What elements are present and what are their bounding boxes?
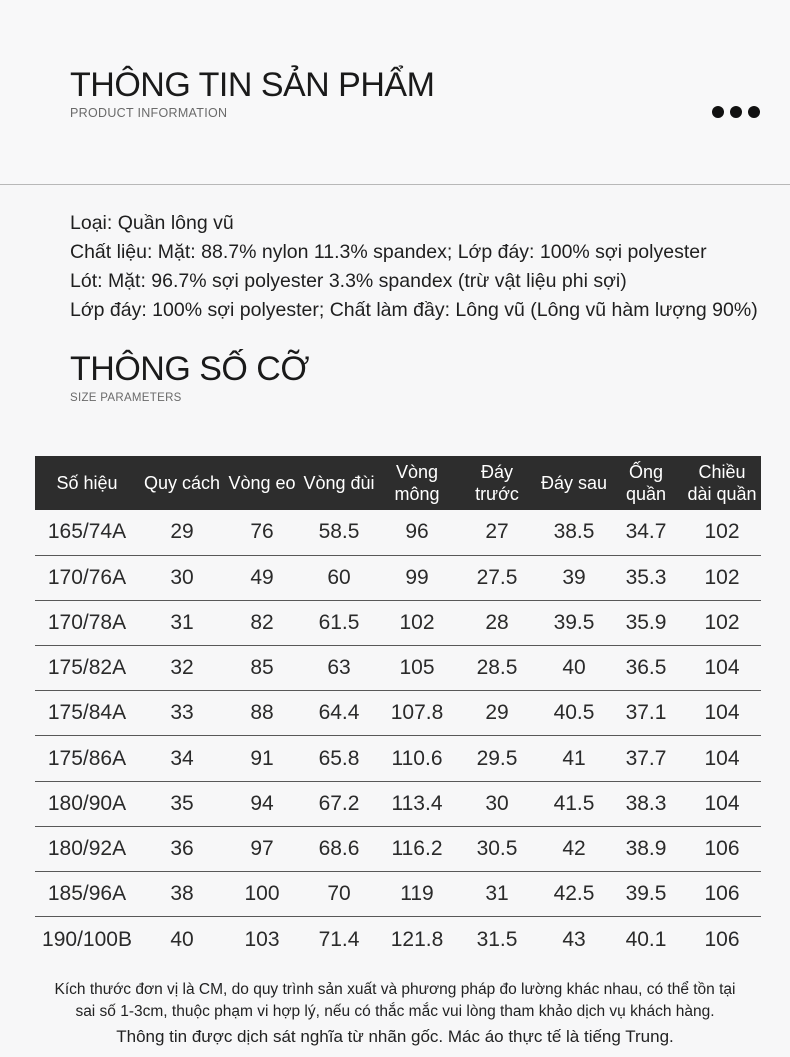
table-cell: 103	[244, 927, 280, 951]
size-table-header	[35, 456, 761, 510]
table-cell: 41.5	[553, 791, 595, 815]
info-line-lining: Lót: Mặt: 96.7% sợi polyester 3.3% spandex (trừ vật liệu phi sợi)	[70, 270, 627, 292]
table-cell: 116.2	[391, 836, 443, 860]
table-cell: 175/82A	[47, 656, 127, 680]
table-row	[35, 555, 761, 600]
table-cell: 43	[562, 927, 586, 951]
table-cell: 96	[405, 520, 429, 544]
table-cell: 40.5	[553, 701, 595, 725]
table-cell: 70	[327, 882, 351, 906]
table-cell: 82	[250, 610, 274, 634]
table-cell: 39.5	[625, 882, 667, 906]
table-row	[35, 736, 761, 781]
column-header-line: trước	[475, 484, 519, 504]
table-cell: 33	[170, 701, 194, 725]
column-header	[35, 456, 139, 510]
info-line-filling: Lớp đáy: 100% sợi polyester; Chất làm đầy: Lông vũ (Lông vũ hàm lượng 90%)	[70, 299, 758, 321]
table-cell: 61.5	[318, 610, 360, 634]
table-cell: 190/100B	[42, 927, 132, 951]
table-cell: 105	[399, 656, 435, 680]
table-cell: 34	[170, 746, 194, 770]
table-cell: 104	[704, 656, 740, 680]
measurement-note	[20, 979, 770, 1023]
table-cell: 91	[250, 746, 274, 770]
column-header	[139, 456, 225, 510]
table-cell: 38.9	[625, 836, 667, 860]
table-cell: 31	[485, 882, 509, 906]
column-header	[609, 456, 683, 510]
table-cell: 121.8	[390, 927, 444, 951]
info-line-material: Chất liệu: Mặt: 88.7% nylon 11.3% spandex; Lớp đáy: 100% sợi polyester	[70, 241, 707, 263]
column-header-line: Chiều	[698, 462, 746, 482]
table-cell: 88	[250, 701, 274, 725]
table-cell: 28.5	[476, 656, 518, 680]
table-cell: 100	[244, 882, 280, 906]
more-dots-icon	[712, 106, 760, 118]
table-cell: 40	[562, 656, 586, 680]
table-cell: 63	[327, 656, 351, 680]
column-header-line: Quy cách	[143, 473, 221, 493]
table-cell: 94	[250, 791, 274, 815]
table-cell: 106	[704, 836, 740, 860]
table-cell: 30	[485, 791, 509, 815]
table-cell: 29	[170, 520, 194, 544]
table-cell: 76	[250, 520, 274, 544]
table-cell: 110.6	[391, 746, 443, 770]
table-cell: 38.3	[625, 791, 667, 815]
table-cell: 38	[170, 882, 194, 906]
column-header-line: Vòng eo	[228, 473, 296, 493]
table-cell: 67.2	[318, 791, 360, 815]
table-cell: 180/92A	[47, 836, 127, 860]
table-row	[35, 691, 761, 736]
column-header	[539, 456, 609, 510]
size-section-title: THÔNG SỐ CỠ	[70, 350, 309, 388]
table-cell: 185/96A	[47, 882, 127, 906]
info-line-type: Loại: Quần lông vũ	[70, 212, 234, 234]
table-cell: 104	[704, 791, 740, 815]
product-info-text	[70, 209, 758, 325]
table-cell: 28	[485, 610, 509, 634]
table-cell: 60	[327, 565, 351, 589]
table-cell: 29	[485, 701, 509, 725]
table-cell: 39	[562, 565, 586, 589]
table-cell: 85	[250, 656, 274, 680]
table-cell: 104	[704, 746, 740, 770]
page-subtitle: PRODUCT INFORMATION	[70, 106, 228, 120]
table-cell: 42	[562, 836, 586, 860]
table-cell: 29.5	[476, 746, 518, 770]
table-row	[35, 600, 761, 645]
table-cell: 99	[405, 565, 429, 589]
note-line: sai số 1-3cm, thuộc phạm vi hợp lý, nếu có thắc mắc vui lòng tham khảo dịch vụ khách hàng.	[75, 1003, 715, 1020]
table-row	[35, 781, 761, 826]
table-cell: 106	[704, 927, 740, 951]
table-cell: 38.5	[553, 520, 595, 544]
table-cell: 165/74A	[47, 520, 127, 544]
table-cell: 32	[170, 656, 194, 680]
size-table	[35, 456, 761, 962]
table-row	[35, 872, 761, 917]
note-line: Kích thước đơn vị là CM, do quy trình sản xuất và phương pháp đo lường khác nhau, có thể tồn tại	[54, 981, 736, 998]
table-cell: 40	[170, 927, 194, 951]
table-cell: 27	[485, 520, 509, 544]
table-cell: 58.5	[318, 520, 360, 544]
product-info-header	[0, 0, 790, 185]
column-header-line: Ống	[628, 462, 664, 482]
table-row	[35, 510, 761, 555]
table-cell: 170/78A	[47, 610, 127, 634]
table-cell: 97	[250, 836, 274, 860]
table-cell: 106	[704, 882, 740, 906]
column-header-line: Số hiệu	[56, 473, 118, 493]
table-cell: 40.1	[625, 927, 667, 951]
table-cell: 65.8	[318, 746, 360, 770]
table-cell: 49	[250, 565, 274, 589]
table-cell: 68.6	[318, 836, 360, 860]
column-header-line: mông	[394, 484, 440, 504]
column-header-line: Đáy sau	[540, 473, 608, 493]
translation-footer: Thông tin được dịch sát nghĩa từ nhãn gốc. Mác áo thực tế là tiếng Trung.	[116, 1027, 674, 1046]
table-cell: 102	[399, 610, 435, 634]
table-cell: 107.8	[390, 701, 444, 725]
table-cell: 27.5	[476, 565, 518, 589]
table-cell: 102	[704, 520, 740, 544]
table-cell: 170/76A	[47, 565, 127, 589]
table-cell: 34.7	[625, 520, 667, 544]
page-title: THÔNG TIN SẢN PHẨM	[70, 66, 435, 104]
table-cell: 175/84A	[47, 701, 127, 725]
column-header	[299, 456, 379, 510]
column-header-line: dài quần	[687, 484, 757, 504]
column-header-line: quần	[625, 484, 667, 504]
table-cell: 31.5	[476, 927, 518, 951]
column-header	[455, 456, 539, 510]
table-row	[35, 646, 761, 691]
table-cell: 113.4	[391, 791, 443, 815]
column-header-line: Đáy	[480, 462, 513, 482]
column-header	[225, 456, 299, 510]
table-cell: 180/90A	[47, 791, 127, 815]
table-cell: 35.3	[625, 565, 667, 589]
table-cell: 42.5	[553, 882, 595, 906]
table-cell: 175/86A	[47, 746, 127, 770]
table-row	[35, 917, 761, 962]
column-header-line: Vòng	[395, 462, 439, 482]
table-cell: 36	[170, 836, 194, 860]
table-cell: 35.9	[625, 610, 667, 634]
table-cell: 37.1	[625, 701, 667, 725]
table-cell: 30	[170, 565, 194, 589]
table-cell: 102	[704, 565, 740, 589]
table-cell: 35	[170, 791, 194, 815]
table-cell: 36.5	[625, 656, 667, 680]
table-cell: 41	[562, 746, 586, 770]
column-header	[379, 456, 455, 510]
table-cell: 30.5	[476, 836, 518, 860]
table-cell: 31	[170, 610, 194, 634]
table-cell: 37.7	[625, 746, 667, 770]
size-section-subtitle: SIZE PARAMETERS	[70, 392, 182, 404]
table-cell: 119	[400, 882, 434, 906]
column-header-line: Vòng đùi	[303, 473, 375, 493]
column-header	[683, 456, 761, 510]
table-cell: 64.4	[318, 701, 360, 725]
table-row	[35, 826, 761, 871]
table-cell: 39.5	[553, 610, 595, 634]
table-cell: 102	[704, 610, 740, 634]
table-cell: 71.4	[318, 927, 360, 951]
table-cell: 104	[704, 701, 740, 725]
